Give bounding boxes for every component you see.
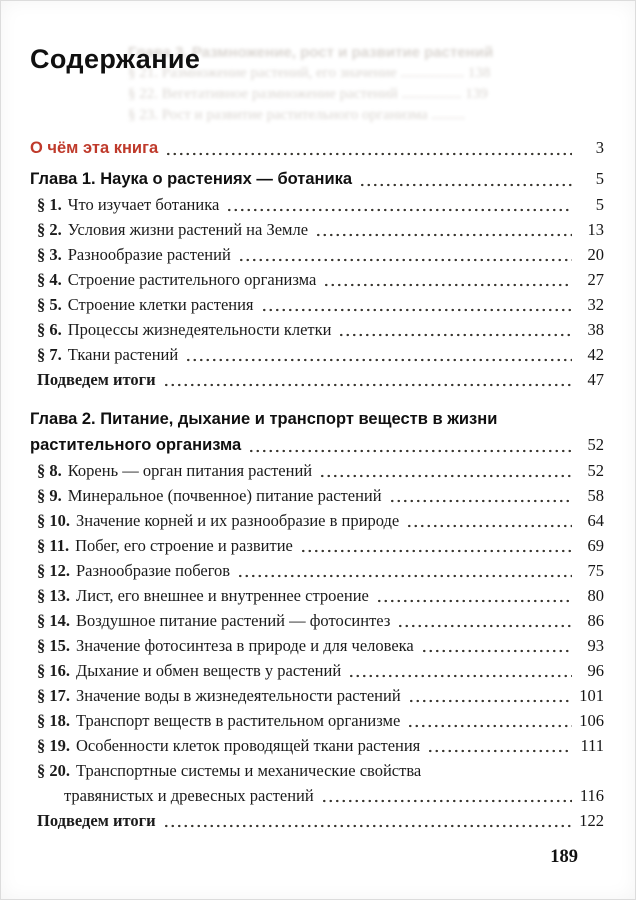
entry-page-number: 101	[579, 686, 604, 705]
entry-row	[37, 242, 604, 267]
entry-page-number: 47	[587, 370, 604, 389]
entry-label: § 1.	[37, 195, 62, 214]
entry-row	[37, 508, 604, 533]
entry-page-number: 52	[587, 435, 604, 454]
toc-entry-section	[30, 658, 604, 683]
toc-entry-chapter	[30, 407, 604, 458]
dot-leader	[348, 658, 572, 683]
entry-page-number: 106	[579, 711, 604, 730]
toc-entry-section	[30, 708, 604, 733]
entry-line1	[37, 758, 604, 783]
entry-page-number: 58	[587, 486, 604, 505]
bleedthrough-line: § 22. Вегетативное размножение растений ................ 139	[128, 86, 488, 102]
toc-entry-section	[30, 267, 604, 292]
toc-entry-section	[30, 733, 604, 758]
toc-entry-section	[30, 483, 604, 508]
dot-leader	[163, 367, 572, 392]
bleedthrough-line: § 23. Рост и развитие растительного организма .........	[128, 107, 466, 123]
toc-entry-summary	[30, 808, 604, 833]
toc-entry-section	[30, 292, 604, 317]
dot-leader	[319, 458, 572, 483]
dot-leader	[238, 242, 572, 267]
entry-label: § 15.	[37, 636, 70, 655]
entry-label: § 14.	[37, 611, 70, 630]
dot-leader	[406, 508, 572, 533]
entry-text: травянистых и древесных растений	[64, 786, 314, 805]
entry-row	[30, 166, 604, 192]
dot-leader	[407, 708, 572, 733]
dot-leader	[315, 217, 572, 242]
entry-page-number: 13	[587, 220, 604, 239]
dot-leader	[321, 783, 572, 808]
entry-text: Процессы жизнедеятельности клетки	[67, 320, 332, 339]
entry-page-number: 5	[595, 169, 604, 188]
entry-text: Особенности клеток проводящей ткани растения	[76, 736, 421, 755]
entry-page-number: 69	[587, 536, 604, 555]
entry-text: Дыхание и обмен веществ у растений	[76, 661, 342, 680]
entry-text: Подведем итоги	[37, 811, 156, 830]
entry-page-number: 116	[579, 786, 604, 805]
entry-text: Глава 1. Наука о растениях — ботаника	[30, 170, 353, 188]
entry-row	[37, 633, 604, 658]
entry-label: § 9.	[37, 486, 62, 505]
entry-label: § 3.	[37, 245, 62, 264]
entry-line2	[37, 783, 604, 808]
entry-page-number: 20	[587, 245, 604, 264]
entry-page-number: 86	[587, 611, 604, 630]
entry-label: § 19.	[37, 736, 70, 755]
dot-leader	[408, 683, 572, 708]
entry-label: § 8.	[37, 461, 62, 480]
entry-page-number: 5	[595, 195, 604, 214]
entry-text: Условия жизни растений на Земле	[67, 220, 309, 239]
entry-text: Строение растительного организма	[67, 270, 317, 289]
dot-leader	[165, 135, 572, 161]
entry-row	[37, 733, 604, 758]
toc-entry-section	[30, 533, 604, 558]
toc-entry-section	[30, 608, 604, 633]
toc-entry-section	[30, 342, 604, 367]
entry-page-number: 111	[580, 736, 604, 755]
entry-label: § 11.	[37, 536, 70, 555]
dot-leader	[323, 267, 572, 292]
entry-row	[37, 608, 604, 633]
entry-row	[37, 367, 604, 392]
entry-text: Строение клетки растения	[67, 295, 254, 314]
entry-text: Корень — орган питания растений	[67, 461, 313, 480]
entry-text: Значение корней и их разнообразие в природе	[76, 511, 400, 530]
entry-text: О чём эта книга	[30, 139, 159, 157]
toc-list	[30, 135, 604, 833]
entry-label: § 20.	[37, 761, 70, 780]
entry-text: Значение фотосинтеза в природе и для человека	[76, 636, 414, 655]
entry-label: § 13.	[37, 586, 70, 605]
toc-entry-section	[30, 558, 604, 583]
entry-text: Глава 2. Питание, дыхание и транспорт веществ в жизни	[30, 410, 498, 428]
toc-entry-section	[30, 458, 604, 483]
entry-page-number: 96	[587, 661, 604, 680]
toc-entry-section	[30, 633, 604, 658]
dot-leader	[359, 166, 572, 192]
entry-row	[37, 342, 604, 367]
entry-label: § 17.	[37, 686, 70, 705]
dot-leader	[185, 342, 572, 367]
toc-entry-chapter	[30, 166, 604, 192]
dot-leader	[226, 192, 572, 217]
toc-entry-section	[30, 758, 604, 808]
entry-page-number: 93	[587, 636, 604, 655]
entry-row	[37, 292, 604, 317]
entry-row	[37, 808, 604, 833]
entry-row	[37, 558, 604, 583]
entry-text: Транспортные системы и механические свойства	[76, 761, 422, 780]
entry-label: § 18.	[37, 711, 70, 730]
toc-gap	[30, 392, 604, 407]
dot-leader	[163, 808, 572, 833]
entry-page-number: 38	[587, 320, 604, 339]
entry-row	[37, 458, 604, 483]
entry-page-number: 52	[587, 461, 604, 480]
entry-row	[37, 683, 604, 708]
entry-line2	[30, 432, 604, 458]
entry-row	[37, 192, 604, 217]
entry-page-number: 27	[587, 270, 604, 289]
entry-page-number: 80	[587, 586, 604, 605]
dot-leader	[389, 483, 572, 508]
entry-page-number: 75	[587, 561, 604, 580]
entry-row	[30, 135, 604, 161]
entry-row	[37, 533, 604, 558]
page-content	[30, 0, 604, 833]
entry-text: Разнообразие растений	[67, 245, 231, 264]
dot-leader	[300, 533, 572, 558]
entry-text: Значение воды в жизнедеятельности растений	[76, 686, 401, 705]
entry-row	[37, 267, 604, 292]
entry-text: Лист, его внешнее и внутреннее строение	[76, 586, 369, 605]
entry-page-number: 3	[595, 138, 604, 157]
dot-leader	[248, 432, 572, 458]
toc-entry-front	[30, 135, 604, 161]
entry-text: Минеральное (почвенное) питание растений	[67, 486, 382, 505]
dot-leader	[427, 733, 572, 758]
entry-label: § 16.	[37, 661, 70, 680]
entry-label: § 12.	[37, 561, 70, 580]
entry-row	[37, 483, 604, 508]
toc-entry-section	[30, 583, 604, 608]
entry-page-number: 64	[587, 511, 604, 530]
toc-entry-section	[30, 217, 604, 242]
entry-text: растительного организма	[30, 436, 242, 454]
dot-leader	[397, 608, 572, 633]
toc-entry-section	[30, 242, 604, 267]
entry-label: § 6.	[37, 320, 62, 339]
entry-text: Разнообразие побегов	[76, 561, 231, 580]
entry-label: § 7.	[37, 345, 62, 364]
entry-text: Ткани растений	[67, 345, 179, 364]
entry-page-number: 42	[587, 345, 604, 364]
entry-page-number: 32	[587, 295, 604, 314]
dot-leader	[338, 317, 572, 342]
toc-entry-section	[30, 508, 604, 533]
entry-line1	[30, 407, 604, 432]
toc-entry-section	[30, 192, 604, 217]
entry-row	[37, 583, 604, 608]
dot-leader	[421, 633, 572, 658]
entry-text: Подведем итоги	[37, 370, 156, 389]
entry-label: § 10.	[37, 511, 70, 530]
entry-label: § 5.	[37, 295, 62, 314]
bleedthrough-line: Глава 3. Размножение, рост и развитие растений	[128, 44, 494, 61]
toc-entry-section	[30, 683, 604, 708]
dot-leader	[376, 583, 572, 608]
entry-text: Транспорт веществ в растительном организме	[76, 711, 401, 730]
entry-row	[37, 658, 604, 683]
entry-row	[37, 708, 604, 733]
entry-page-number: 122	[579, 811, 604, 830]
dot-leader	[237, 558, 572, 583]
page-number: 189	[550, 847, 578, 867]
entry-text: Что изучает ботаника	[67, 195, 220, 214]
dot-leader	[261, 292, 572, 317]
entry-text: Побег, его строение и развитие	[75, 536, 293, 555]
entry-text: Воздушное питание растений — фотосинтез	[76, 611, 391, 630]
entry-row	[37, 317, 604, 342]
entry-label: § 2.	[37, 220, 62, 239]
toc-entry-section	[30, 317, 604, 342]
entry-row	[37, 217, 604, 242]
bleedthrough-line: § 21. Размножение растений, его значение ................. 138	[128, 65, 491, 81]
toc-entry-summary	[30, 367, 604, 392]
entry-label: § 4.	[37, 270, 62, 289]
page-title: Содержание	[30, 44, 201, 74]
